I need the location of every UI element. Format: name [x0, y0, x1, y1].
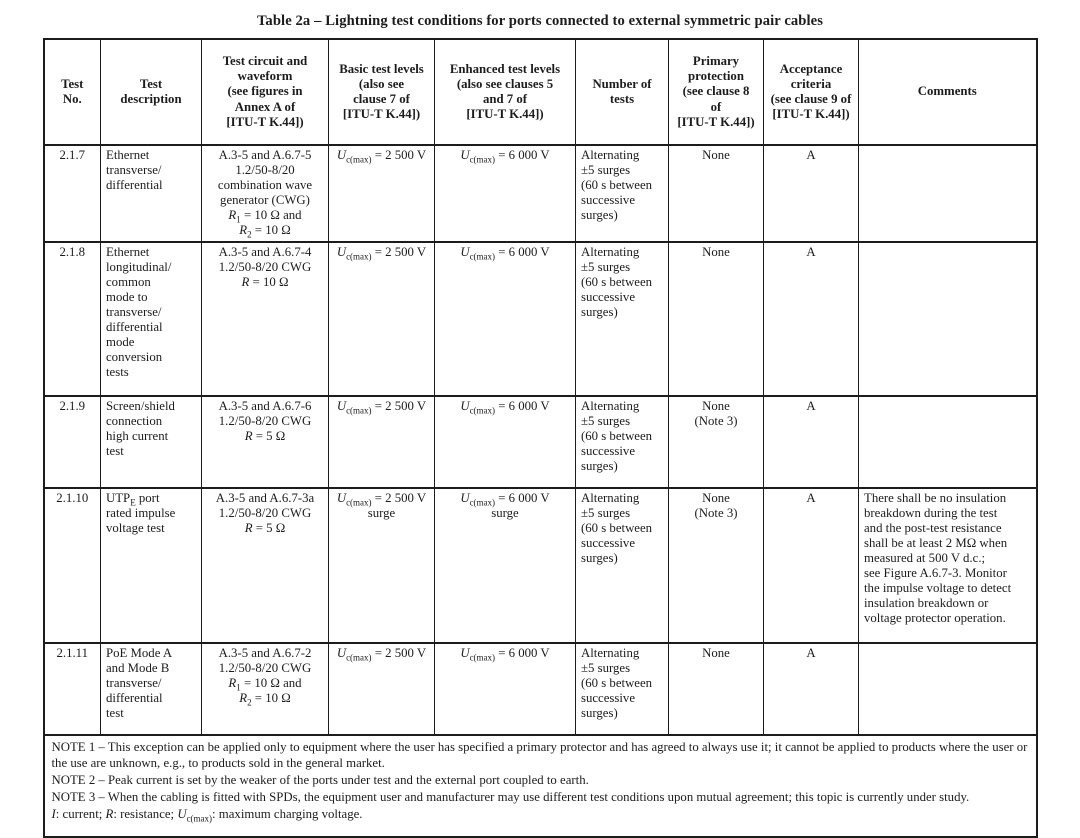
table-cell: $U_{c(max)} = 2$ 500 V — [329, 396, 435, 488]
table-cell: A.3-5 and A.6.7-6 1.2/50-8/20 CWG R = 5 Ω — [202, 396, 329, 488]
header-enhanced-test-levels: Enhanced test levels (also see clauses 5 and 7 of [ITU-T K.44]) — [435, 39, 576, 145]
table-cell: Screen/shield connection high current test — [101, 396, 202, 488]
table-cell: $U_{c(max)} = 6$ 000 V — [435, 396, 576, 488]
table-row — [44, 643, 1037, 735]
table-cell: None — [669, 242, 764, 396]
table-cell: 2.1.8 — [44, 242, 101, 396]
table-cell — [859, 396, 1037, 488]
table-cell: None — [669, 643, 764, 735]
header-number-of-tests: Number of tests — [576, 39, 669, 145]
table-cell: A.3-5 and A.6.7-3a 1.2/50-8/20 CWG R = 5 Ω — [202, 488, 329, 643]
table-cell: A.3-5 and A.6.7-4 1.2/50-8/20 CWG R = 10 Ω — [202, 242, 329, 396]
table-cell: 2.1.11 — [44, 643, 101, 735]
table-cell: A — [764, 643, 859, 735]
table-cell: None — [669, 145, 764, 242]
table-cell: There shall be no insulation breakdown during the test and the post-test resistance shall be at least 2 MΩ when measured at 500 V d.c.; see Figure A.6.7-3. Monitor the impulse voltage to detect insulation breakdown or voltage protector operation. — [859, 488, 1037, 643]
table-row — [44, 488, 1037, 643]
table-cell: $U_{c(max)} = 2$ 500 V — [329, 242, 435, 396]
note-3: NOTE 3 – When the cabling is fitted with SPDs, the equipment user and manufacturer may use different test conditions upon mutual agreement; this topic is currently under study. — [51, 789, 970, 804]
notes-row — [44, 735, 1037, 837]
symbol-definitions: I: current; R: resistance; $U_{c(max)}$: maximum charging voltage. — [51, 806, 363, 824]
table-cell: Alternating ±5 surges (60 s between successive surges) — [576, 396, 669, 488]
header-test-description: Test description — [101, 39, 202, 145]
table-cell — [859, 242, 1037, 396]
table-cell: Alternating ±5 surges (60 s between successive surges) — [576, 643, 669, 735]
table-body — [44, 145, 1037, 837]
table-cell: $U_{c(max)} = 6$ 000 V — [435, 145, 576, 242]
table-header — [44, 39, 1037, 145]
table-cell: Alternating ±5 surges (60 s between successive surges) — [576, 145, 669, 242]
table-cell: A.3-5 and A.6.7-5 1.2/50-8/20 combination wave generator (CWG) $R_1 = 10$ Ω and $R_2 = 10$ Ω — [202, 145, 329, 242]
table-cell: $U_{c(max)} = 2$ 500 V — [329, 643, 435, 735]
table-cell: 2.1.10 — [44, 488, 101, 643]
table-cell: A — [764, 488, 859, 643]
table-cell: $U_{c(max)} = 6$ 000 V — [435, 643, 576, 735]
table-cell: PoE Mode A and Mode B transverse/ differential test — [101, 643, 202, 735]
header-basic-test-levels: Basic test levels (also see clause 7 of [ITU-T K.44]) — [329, 39, 435, 145]
header-comments: Comments — [859, 39, 1037, 145]
table-cell — [859, 643, 1037, 735]
table-cell: 2.1.9 — [44, 396, 101, 488]
table-notes — [44, 735, 1037, 837]
header-primary-protection: Primary protection (see clause 8 of [ITU-T K.44]) — [669, 39, 764, 145]
table-cell: $UTP_E$ port rated impulse voltage test — [101, 488, 202, 643]
header-acceptance-criteria: Acceptance criteria (see clause 9 of [ITU-T K.44]) — [764, 39, 859, 145]
table-cell: A.3-5 and A.6.7-2 1.2/50-8/20 CWG $R_1 = 10$ Ω and $R_2 = 10$ Ω — [202, 643, 329, 735]
lightning-test-conditions-table — [43, 38, 1038, 838]
table-cell: Alternating ±5 surges (60 s between successive surges) — [576, 488, 669, 643]
table-cell: A — [764, 145, 859, 242]
table-cell: None (Note 3) — [669, 488, 764, 643]
table-caption: Table 2a – Lightning test conditions for ports connected to external symmetric pair cables — [256, 13, 824, 29]
table-cell: $U_{c(max)} = 6$ 000 V — [435, 242, 576, 396]
table-cell — [859, 145, 1037, 242]
note-1: NOTE 1 – This exception can be applied only to equipment where the user has specified a primary protector and has agreed to always use it; it cannot be applied to products where the user or the use are unknown, e.g., to products sold in the general market. — [51, 739, 1028, 770]
table-cell: $U_{c(max)} = 2$ 500 V — [329, 145, 435, 242]
table-cell: A — [764, 242, 859, 396]
table-cell: Alternating ±5 surges (60 s between successive surges) — [576, 242, 669, 396]
table-cell: A — [764, 396, 859, 488]
table-cell: $U_{c(max)} = 2$ 500 V surge — [329, 488, 435, 643]
table-cell: 2.1.7 — [44, 145, 101, 242]
note-2: NOTE 2 – Peak current is set by the weaker of the ports under test and the external port coupled to earth. — [51, 772, 589, 787]
table-cell: Ethernet longitudinal/ common mode to transverse/ differential mode conversion tests — [101, 242, 202, 396]
table-cell: Ethernet transverse/ differential — [101, 145, 202, 242]
header-row — [44, 39, 1037, 145]
header-test-circuit-waveform: Test circuit and waveform (see figures in Annex A of [ITU-T K.44]) — [202, 39, 329, 145]
table-cell: $U_{c(max)} = 6$ 000 V surge — [435, 488, 576, 643]
header-test-no: Test No. — [44, 39, 101, 145]
table-row — [44, 242, 1037, 396]
table-cell: None (Note 3) — [669, 396, 764, 488]
table-row — [44, 145, 1037, 242]
table-row — [44, 396, 1037, 488]
